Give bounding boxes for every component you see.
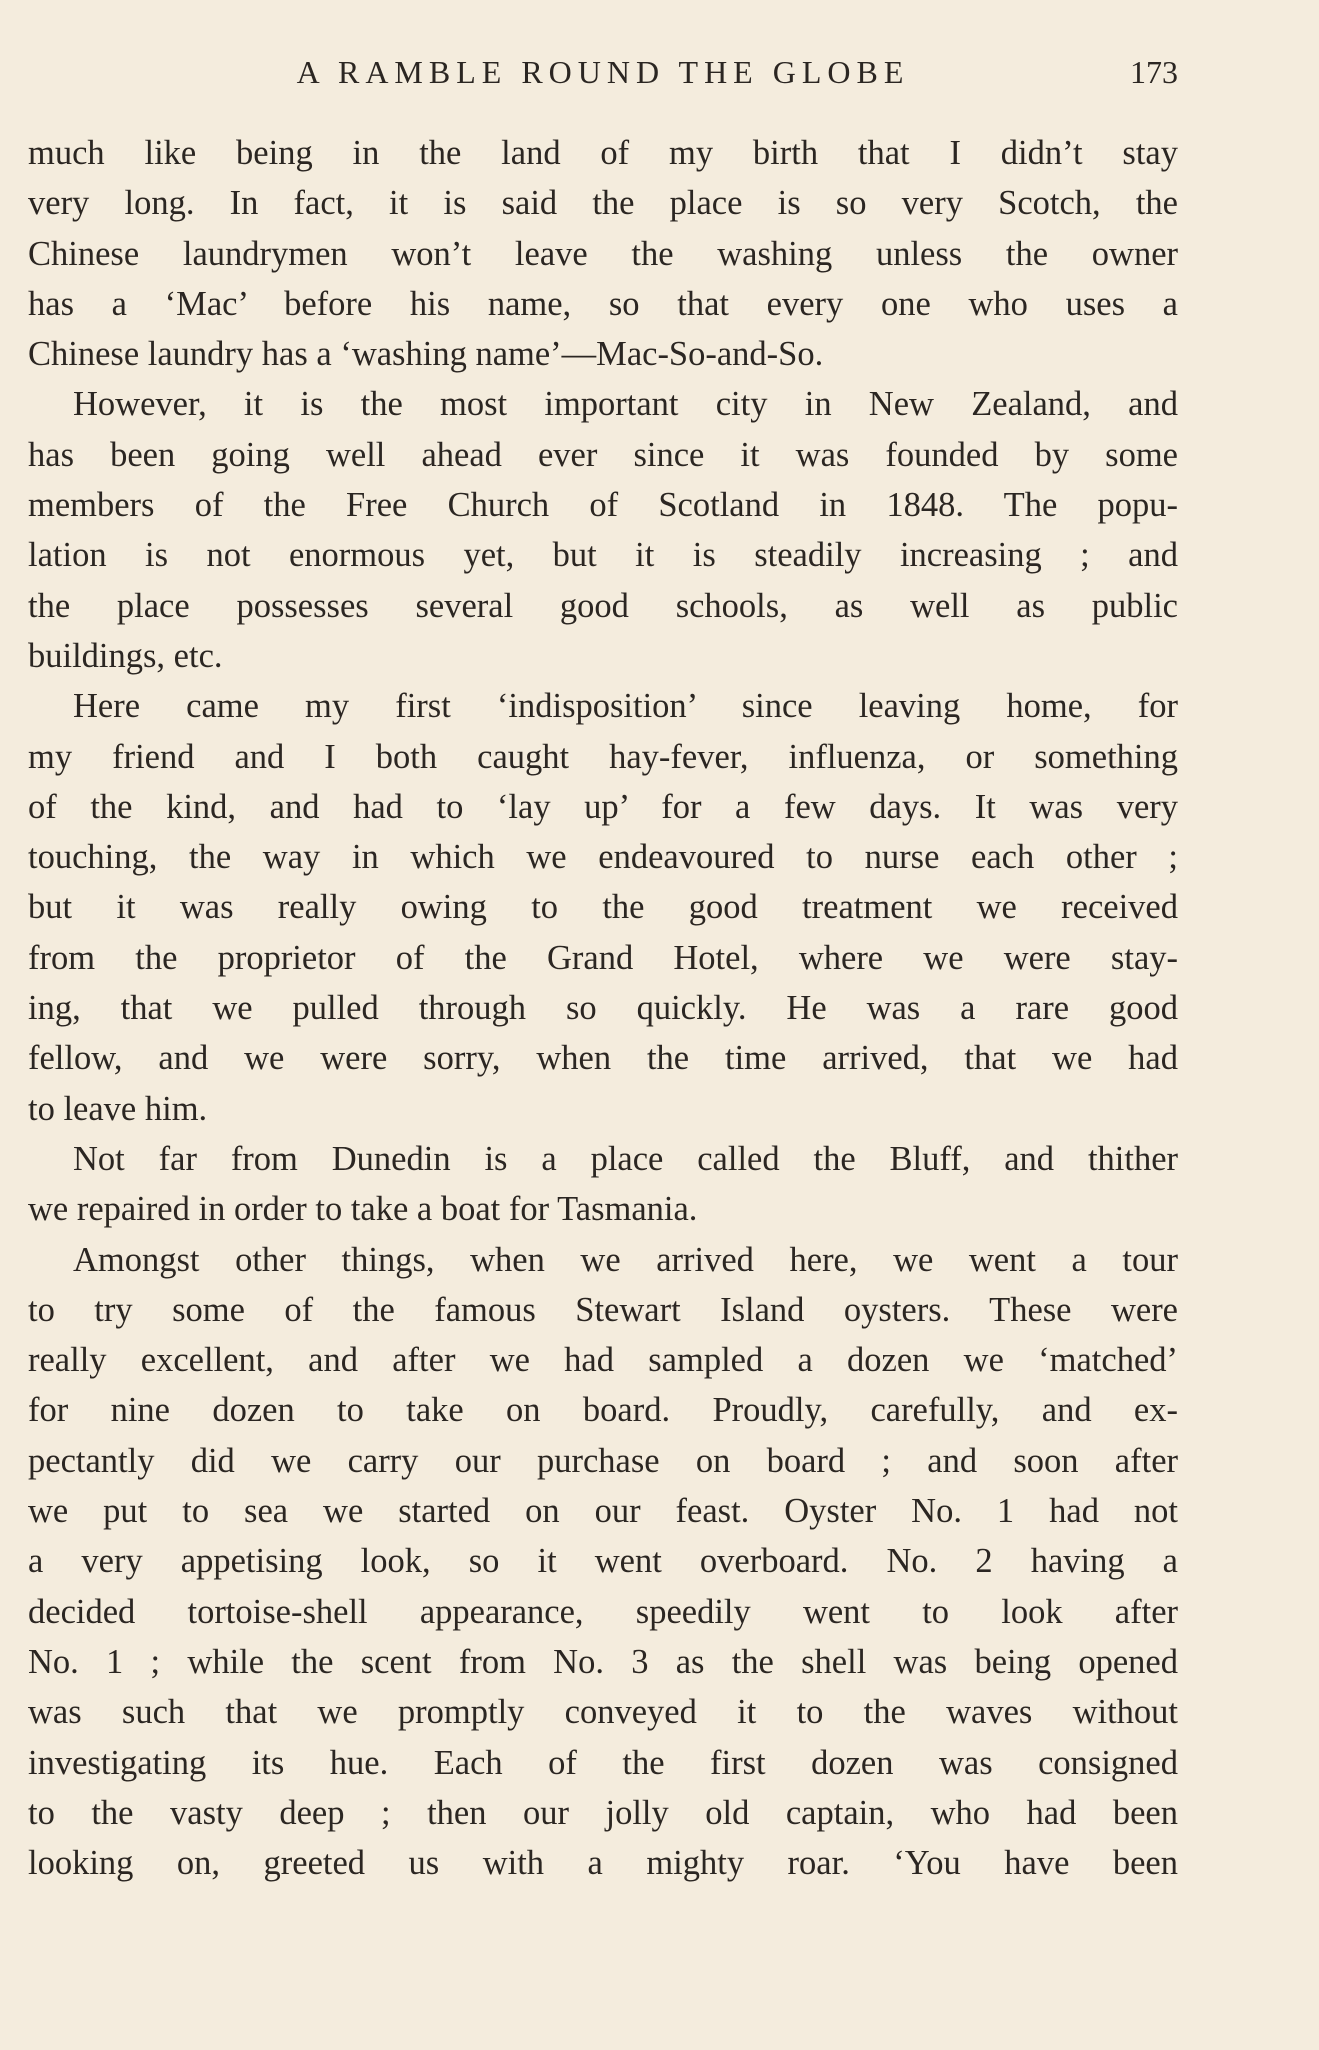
text-line: pectantly did we carry our purchase on board ; and soon after xyxy=(28,1441,1178,1480)
text-line: ing, that we pulled through so quickly. He was a rare good xyxy=(28,989,1178,1028)
text-line: Not far from Dunedin is a place called the Bluff, and thither xyxy=(73,1139,1178,1178)
text-line: lation is not enormous yet, but it is steadily increasing ; and xyxy=(28,536,1178,575)
text-line: buildings, etc. xyxy=(28,636,223,675)
text-line: to leave him. xyxy=(28,1089,208,1128)
text-line: really excellent, and after we had sampled a dozen we ‘matched’ xyxy=(28,1341,1178,1380)
page-number: 173 xyxy=(1130,54,1178,90)
text-line: has been going well ahead ever since it was founded by some xyxy=(28,435,1178,474)
text-line: looking on, greeted us with a mighty roar. ‘You have been xyxy=(28,1844,1178,1883)
running-title: A RAMBLE ROUND THE GLOBE xyxy=(296,54,910,90)
text-line: my friend and I both caught hay-fever, influenza, or something xyxy=(28,737,1178,776)
text-line: very long. In fact, it is said the place is so very Scotch, the xyxy=(28,184,1178,223)
text-line: has a ‘Mac’ before his name, so that every one who uses a xyxy=(28,284,1178,323)
text-line: we put to sea we started on our feast. Oyster No. 1 had not xyxy=(28,1492,1178,1531)
text-line: However, it is the most important city in New Zealand, and xyxy=(73,385,1178,424)
text-line: from the proprietor of the Grand Hotel, where we were stay- xyxy=(28,938,1178,977)
text-line: but it was really owing to the good treatment we received xyxy=(28,888,1178,927)
body-text xyxy=(28,128,1178,1888)
text-line: we repaired in order to take a boat for Tasmania. xyxy=(28,1190,698,1229)
text-line: Chinese laundry has a ‘washing name’—Mac-So-and-So. xyxy=(28,335,824,374)
running-head xyxy=(28,52,1178,92)
text-line: No. 1 ; while the scent from No. 3 as the shell was being opened xyxy=(28,1642,1178,1681)
text-line: a very appetising look, so it went overboard. No. 2 having a xyxy=(28,1542,1178,1581)
text-line: much like being in the land of my birth that I didn’t stay xyxy=(28,134,1178,172)
text-line: Here came my first ‘indisposition’ since leaving home, for xyxy=(73,687,1178,726)
text-line: investigating its hue. Each of the first dozen was consigned xyxy=(28,1743,1178,1782)
text-line: decided tortoise-shell appearance, speedily went to look after xyxy=(28,1592,1178,1631)
text-line: fellow, and we were sorry, when the time arrived, that we had xyxy=(28,1039,1178,1078)
text-line: of the kind, and had to ‘lay up’ for a few days. It was very xyxy=(28,787,1178,826)
text-line: was such that we promptly conveyed it to the waves without xyxy=(28,1693,1178,1732)
text-line: Chinese laundrymen won’t leave the washing unless the owner xyxy=(28,234,1178,273)
text-line: to the vasty deep ; then our jolly old captain, who had been xyxy=(28,1793,1178,1832)
text-line: to try some of the famous Stewart Island oysters. These were xyxy=(28,1290,1178,1329)
text-line: touching, the way in which we endeavoured to nurse each other ; xyxy=(28,838,1178,877)
text-line: for nine dozen to take on board. Proudly, carefully, and ex- xyxy=(28,1391,1178,1430)
text-line: members of the Free Church of Scotland in 1848. The popu- xyxy=(28,486,1178,525)
text-line: the place possesses several good schools, as well as public xyxy=(28,586,1178,625)
text-line: Amongst other things, when we arrived here, we went a tour xyxy=(73,1240,1178,1279)
